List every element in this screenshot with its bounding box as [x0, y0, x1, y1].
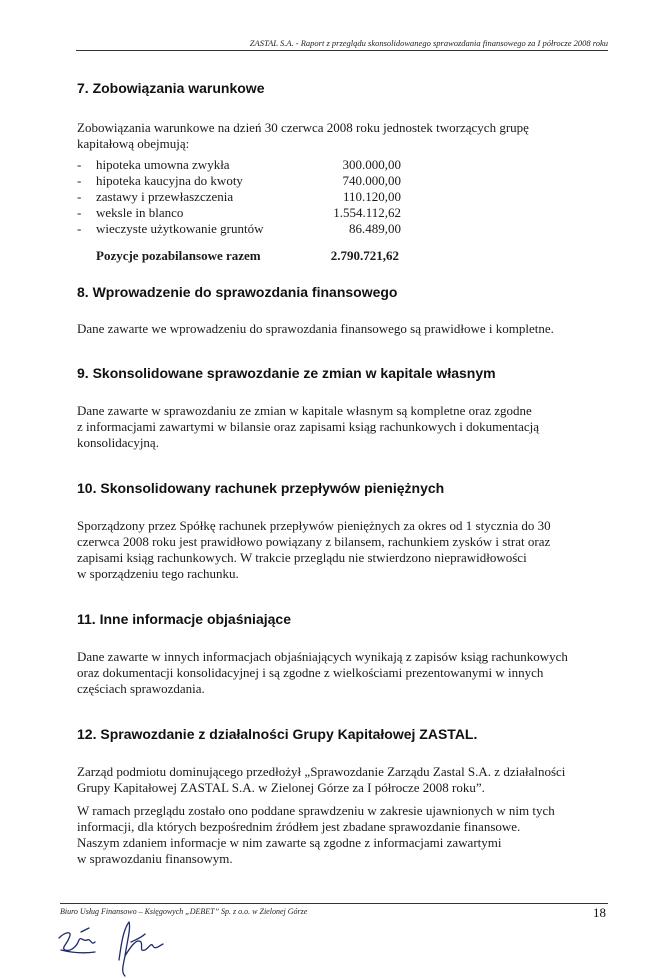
- signature-stroke-1: [59, 928, 95, 950]
- text-line: czerwca 2008 roku jest prawidłowo powiązany z bilansem, rachunkiem zysków i strat oraz: [77, 534, 551, 549]
- text-line: w sporządzeniu tego rachunku.: [77, 566, 239, 581]
- handwritten-signatures: [55, 916, 185, 978]
- list-dash: -: [77, 189, 82, 204]
- section-8-text: [77, 321, 608, 337]
- section-10-heading: 10. Skonsolidowany rachunek przepływów pieniężnych: [77, 480, 445, 496]
- item-label: hipoteka umowna zwykła: [96, 157, 230, 172]
- list-dash: -: [77, 221, 82, 236]
- header-rule: [76, 50, 608, 51]
- item-label: hipoteka kaucyjna do kwoty: [96, 173, 243, 188]
- list-dash: -: [77, 173, 82, 188]
- list-item: [77, 205, 407, 221]
- page-number: 18: [593, 905, 606, 920]
- text-line: oraz dokumentacji konsolidacyjnej i są zgodne z wielkościami prezentowanymi w innych: [77, 665, 544, 680]
- text-line: kapitałową obejmują:: [77, 136, 190, 151]
- section-7-intro: [77, 120, 608, 152]
- text-line: informacji, dla których bezpośrednim źródłem jest zbadane sprawozdanie finansowe.: [77, 819, 521, 834]
- text-line: Dane zawarte w sprawozdaniu ze zmian w kapitale własnym są kompletne oraz zgodne: [77, 403, 532, 418]
- item-label: weksle in blanco: [96, 205, 184, 220]
- section-12-heading: 12. Sprawozdanie z działalności Grupy Kapitałowej ZASTAL.: [77, 726, 478, 742]
- list-item: [77, 173, 407, 189]
- text-line: W ramach przeglądu zostało ono poddane sprawdzeniu w zakresie ujawnionych w nim tych: [77, 803, 555, 818]
- list-dash: -: [77, 157, 82, 172]
- text-line: Grupy Kapitałowej ZASTAL S.A. w Zielonej Górze za I półrocze 2008 roku”.: [77, 780, 485, 795]
- text-line: Sporządzony przez Spółkę rachunek przepływów pieniężnych za okres od 1 stycznia do 30: [77, 518, 551, 533]
- footer-text: Biuro Usług Finansowo – Księgowych „DEBET” Sp. z o.o. w Zielonej Górze: [60, 907, 308, 916]
- section-12-paragraph-1: [77, 764, 608, 796]
- section-8-heading: 8. Wprowadzenie do sprawozdania finansowego: [77, 284, 398, 300]
- item-value: 1.554.112,62: [333, 205, 401, 220]
- item-label: zastawy i przewłaszczenia: [96, 189, 234, 204]
- section-7-heading: 7. Zobowiązania warunkowe: [77, 80, 265, 96]
- text-line: w sprawozdaniu finansowym.: [77, 851, 233, 866]
- text-line: Naszym zdaniem informacje w nim zawarte są zgodne z informacjami zawartymi: [77, 835, 502, 850]
- text-line: Dane zawarte we wprowadzeniu do sprawozdania finansowego są prawidłowe i kompletne.: [77, 321, 554, 336]
- text-line: częściach sprawozdania.: [77, 681, 205, 696]
- text-line: konsolidacyjną.: [77, 435, 159, 450]
- total-label: Pozycje pozabilansowe razem: [96, 248, 261, 263]
- item-value: 86.489,00: [349, 221, 401, 236]
- total-row: [96, 248, 401, 264]
- list-item: [77, 157, 407, 173]
- section-9-heading: 9. Skonsolidowane sprawozdanie ze zmian w kapitale własnym: [77, 365, 496, 381]
- list-dash: -: [77, 205, 82, 220]
- contingent-liabilities-list: [77, 157, 407, 237]
- item-label: wieczyste użytkowanie gruntów: [96, 221, 264, 236]
- item-value: 110.120,00: [342, 189, 401, 204]
- section-11-heading: 11. Inne informacje objaśniające: [77, 611, 291, 627]
- signature-stroke-4: [123, 956, 125, 976]
- item-value: 740.000,00: [342, 173, 401, 188]
- text-line: z informacjami zawartymi w bilansie oraz zapisami ksiąg rachunkowych i dokumentacją: [77, 419, 540, 434]
- text-line: Zobowiązania warunkowe na dzień 30 czerwca 2008 roku jednostek tworzących grupę: [77, 120, 529, 135]
- text-line: Dane zawarte w innych informacjach objaśniających wynikają z zapisów ksiąg rachunkowych: [77, 649, 568, 664]
- signature-stroke-3: [119, 922, 163, 960]
- section-9-text: [77, 403, 608, 451]
- footer-rule: [60, 903, 608, 904]
- section-10-text: [77, 518, 608, 582]
- text-line: Zarząd podmiotu dominującego przedłożył „Sprawozdanie Zarządu Zastal S.A. z działalności: [77, 764, 566, 779]
- list-item: [77, 189, 407, 205]
- total-value: 2.790.721,62: [330, 248, 399, 263]
- item-value: 300.000,00: [342, 157, 401, 172]
- list-item: [77, 221, 407, 237]
- section-11-text: [77, 649, 608, 697]
- running-header: ZASTAL S.A. - Raport z przeglądu skonsolidowanego sprawozdania finansowego za I półrocze 2008 roku: [249, 38, 608, 48]
- section-12-paragraph-2: [77, 803, 608, 867]
- text-line: zapisami ksiąg rachunkowych. W trakcie przeglądu nie stwierdzono nieprawidłowości: [77, 550, 527, 565]
